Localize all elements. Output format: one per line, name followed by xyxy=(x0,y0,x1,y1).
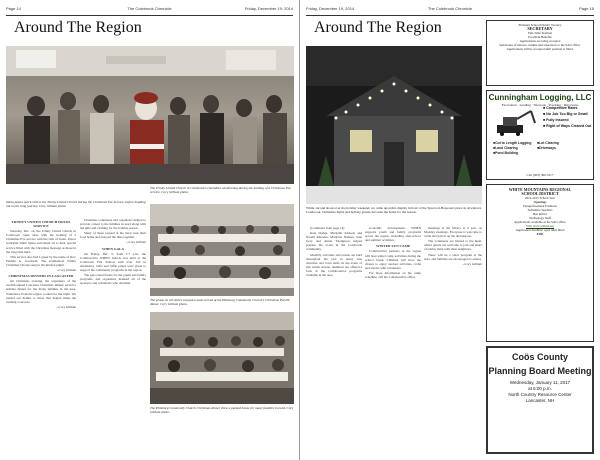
holiday-house-photo xyxy=(306,46,482,204)
santa-church-photo xyxy=(6,46,294,184)
planning-board-ad xyxy=(486,346,594,454)
cunningham-logging-ad xyxy=(486,90,594,180)
cunningham-phone: Call (603) 399-5517 xyxy=(526,173,554,177)
service-cut-to-length: ■ Cut to Length Logging xyxy=(493,141,531,146)
trinity-byline: --Cory Gilliam xyxy=(56,268,76,273)
school-ad-line-6: Substitute Teachers xyxy=(527,208,553,212)
right-col1-paragraph-1: Kate Dodge, Michelle Johnson and Naomi Rhoades, Margaret Nadeau, Jane Gray and Annie Thompson helped prepare the event in the Colebrook community. xyxy=(306,231,362,252)
school-ad-line-1: WHITE MOUNTAINS REGIONAL xyxy=(508,187,572,192)
right-col3-paragraph-1: meetings at the library at 6 p.m. on Monday evenings. Everyone is welcome to come and join in on the discussions. xyxy=(424,226,482,239)
secretary-ad-line-7: Applications will be accepted until position is filled. xyxy=(506,47,574,51)
school-ad-line-2: SCHOOL DISTRICT xyxy=(521,191,559,196)
left-folio-date: Friday, December 19, 2014 xyxy=(244,6,293,11)
right-column-3 xyxy=(424,226,482,454)
service-lot-clearing: ■ Lot Clearing xyxy=(537,141,559,146)
dinner-tables-photo-art xyxy=(150,204,294,296)
school-district-ad xyxy=(486,184,594,342)
right-header-rule xyxy=(306,15,594,16)
dinner-tables-photo-caption: The group on all smiles enjoyed a meal served at the Pittsburg Community Church's Christmas Pot Pie dinner. Cory Gilliam photo. xyxy=(150,298,290,306)
col2-paragraph-1: Christmas volunteers and organizers helped to provide a meal to the families in need along with the gifts and clothing for the holiday season. xyxy=(80,218,146,231)
right-col3-paragraph-2: The volunteers are invited to the meal, where guests are welcome to join and share a holiday meal with their neighbors. xyxy=(424,239,482,252)
service-pond-building: ■ Pond Building xyxy=(493,151,531,156)
right-column-1 xyxy=(306,226,362,454)
santa-church-photo-caption: The Trinity United Church in Colebrook's committee all dressing during the holding of a Christmas Eve service. Cory Gilliam photo. xyxy=(150,186,291,194)
secretary-ad-line-3: Full-Time Position xyxy=(527,31,553,35)
right-col3-byline: --Cory Gilliam xyxy=(462,261,482,266)
planning-ad-time: at 6:00 p.m. xyxy=(528,386,552,391)
col2-paragraph-2: Many of those present at the meal took their food home and enjoyed the time together. xyxy=(80,231,146,240)
benefit-right-of-ways: ■ Right of Ways Cleared Out xyxy=(543,123,591,129)
planning-ad-town: Lancaster, NH xyxy=(525,398,555,403)
school-ad-line-7: Bus Driver xyxy=(532,212,548,216)
school-ad-line-8: Technology Staff xyxy=(529,216,551,220)
right-folio-page-number: Page 15 xyxy=(579,6,594,11)
secretary-ad-line-5: Applications are being accepted xyxy=(519,39,561,43)
when-gala-paragraph-2: The gala raised funds for the youth and family programs, and organizers thanked all of the sponsors and volunteers who attended. xyxy=(80,273,146,286)
secretary-ad-line-4: Excellent Benefits xyxy=(528,35,552,39)
cunningham-ad-title: Cunningham Logging, LLC xyxy=(488,93,592,102)
cunningham-services-list-2 xyxy=(537,141,559,151)
left-folio-paper-name: The Colebrook Chronicle xyxy=(127,6,172,11)
benefit-competitive-rates: ■ Competitive Rates xyxy=(543,105,591,111)
santa-church-photo-art xyxy=(6,46,294,184)
right-col2-paragraph-3: For more information on the camp schedule, call the Collaborative office. xyxy=(365,270,421,280)
planning-ad-date: Wednesday, January 11, 2017 xyxy=(509,380,571,385)
excavator-icon xyxy=(493,107,539,137)
packed-hall-photo-caption: The Pittsburg Community Church Christmas dinner drew a packed house for many families in need. Cory Gilliam photo. xyxy=(150,406,294,414)
left-header-rule xyxy=(6,15,293,16)
packed-hall-photo-art xyxy=(150,312,294,404)
school-ad-line-11: Application deadline: open until filled xyxy=(515,228,565,232)
trinity-heading: TRINITY UNITED CHURCH HOLDS SERVICE xyxy=(11,220,71,229)
dinners-byline: --Cory Gilliam xyxy=(56,304,76,309)
holiday-house-photo-caption: While out and about over the holiday weekend, we came upon this display in front of the Sprecrod-Hopsons's place in downtown Colebrook. Christmas lights and holiday greens decorate the home for the season. xyxy=(306,206,482,214)
right-folio-paper-name: The Colebrook Chronicle xyxy=(427,6,473,11)
cunningham-services-list xyxy=(493,141,531,156)
packed-hall-photo xyxy=(150,312,294,404)
secretary-vacancy-ad xyxy=(486,20,594,86)
winter-fun-heading: WINTER FUN CAMP xyxy=(375,244,411,249)
secretary-ad-line-6: Send letter of interest, resume and references to the SAU office. xyxy=(499,43,581,47)
right-folio xyxy=(306,6,594,14)
santa-intro-caption: Santa paid a quick visit to the Trinity United Church during the Christmas Eve Service, before heading out on his long journey. Cory Gilliam photo. xyxy=(6,200,146,208)
right-col1-continued: (Continued from page 14) xyxy=(310,226,345,230)
right-col2-paragraph-1: economic development. WHEN supports youth and family programs across the region, including after-school and summer activities. xyxy=(365,226,421,243)
right-page xyxy=(300,0,600,460)
right-section-heading: Around The Region xyxy=(314,19,442,36)
col2-byline: --Cory Gilliam xyxy=(126,240,146,245)
when-gala-heading: WHEN GALA xyxy=(101,246,125,251)
dinner-tables-photo xyxy=(150,204,294,296)
right-column-2 xyxy=(365,226,421,454)
right-col3-paragraph-3: There will be a short program at the start, and families are encouraged to attend. xyxy=(424,252,482,261)
trinity-paragraph-2: This service also had a guest by the name of Rev. Pauline G. Goodwin. The ecumenical Trinity Christmas Chorus sang in the kitchen pulpit. xyxy=(6,254,76,267)
school-ad-line-5: Paraprofessional Positions xyxy=(523,204,557,208)
left-folio xyxy=(6,6,293,14)
secretary-ad-line-1: Pittsburg School District Vacancy xyxy=(518,23,562,27)
left-column-1 xyxy=(6,218,76,454)
planning-ad-county: Coös County xyxy=(512,352,568,362)
trinity-paragraph-1: Saturday, Dec. 14, the Trinity United Church in Colebrook came alive with the holding of a Christmas Eve service with the visit of Santa. Pastor Gabrielle Dunn Spina welcomed all to their special service filled with the Christmas message as those in the long time held. xyxy=(6,229,76,254)
cunningham-ad-subtitle: Excavation · Grading · Sitework · Trucking · Driveways xyxy=(501,103,579,107)
school-ad-line-9: Applications available at the SAU office xyxy=(514,220,566,224)
cunningham-benefits-list xyxy=(543,105,591,129)
left-section-heading: Around The Region xyxy=(14,19,142,36)
right-col1-paragraph-2: Monthly activities and events are held throughout the year in many area churches and town halls. In the event of this winter season, members are offered a look at the Collaborative programs available in the area. xyxy=(306,252,362,278)
dinners-heading: CHRISTMAS DINNERS IN LANCASTER xyxy=(8,274,74,279)
when-gala-paragraph-1: On Friday, Dec. 5, from 5-7 p.m., the Collaborative WHEN GALA was held at the Colebrook Fire Station with over 150 in attendance. Gifts and raffle prizes were given to support the community programs in the region. xyxy=(80,251,146,273)
secretary-ad-title: SECRETARY xyxy=(527,26,553,31)
service-driveways: ■ Driveways xyxy=(537,146,559,151)
school-ad-line-4: Openings xyxy=(533,200,547,204)
planning-ad-title: Planning Board Meeting xyxy=(488,366,592,376)
planning-ad-venue: North Country Resource Center xyxy=(508,392,572,397)
left-column-2 xyxy=(80,218,146,454)
dinners-paragraph: On Christmas evening, the organizers of the twelfth annual Lancaster Christmas Dinner served a holiday dinner for the many families in the area. Volunteers from the region cooked for the night. We extend our thanks to those that helped make the evening a success. xyxy=(6,279,76,304)
school-ad-eoe: EOE xyxy=(536,232,544,236)
right-folio-date: Friday, December 19, 2014 xyxy=(306,6,355,11)
holiday-house-photo-art xyxy=(306,46,482,204)
benefit-fully-insured: ■ Fully Insured xyxy=(543,117,591,123)
service-land-clearing: ■ Land Clearing xyxy=(493,146,531,151)
school-ad-line-3: 2014-2015 School Year xyxy=(524,196,555,200)
school-ad-website: Visit www.wmrsd.org xyxy=(526,224,554,228)
right-col2-paragraph-2: Collaborative partners in the region will host winter camp activities during the school break. Children will have the chance to enjoy outdoor activities, crafts and snacks with volunteers. xyxy=(365,249,421,270)
left-folio-page-number: Page 14 xyxy=(6,6,21,11)
benefit-no-job-too-big: ■ No Job Too Big or Small xyxy=(543,111,591,117)
